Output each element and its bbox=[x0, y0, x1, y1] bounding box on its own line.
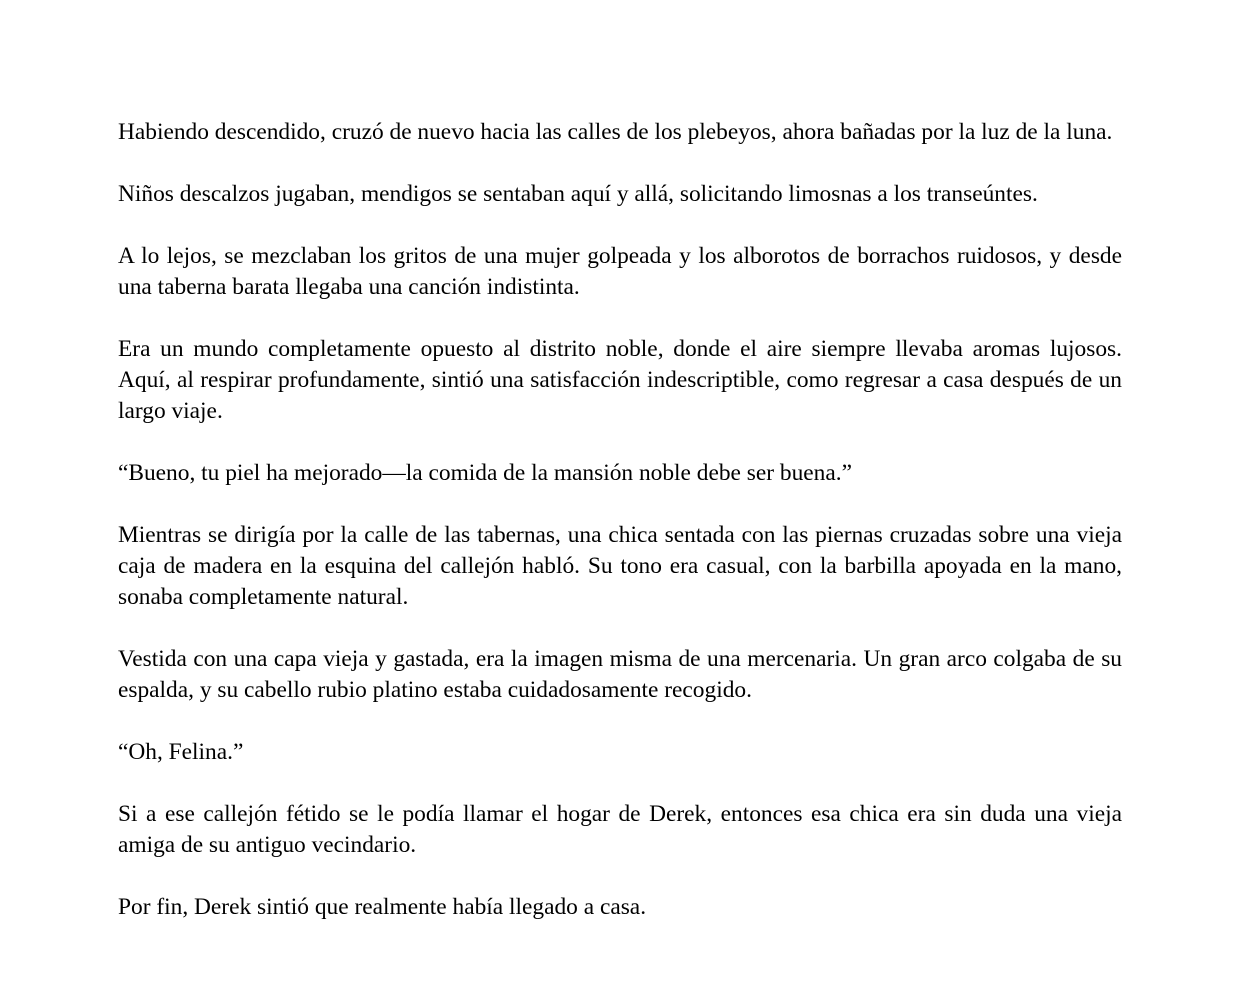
paragraph: Habiendo descendido, cruzó de nuevo hacia las calles de los plebeyos, ahora bañadas por la luz de la luna. bbox=[118, 119, 1113, 145]
paragraph: “Oh, Felina.” bbox=[118, 739, 244, 765]
paragraph: A lo lejos, se mezclaban los gritos de una mujer golpeada y los alborotos de borrachos ruidosos, y desde una taberna barata llegaba una canción indistinta. bbox=[118, 243, 1122, 300]
paragraph: Si a ese callejón fétido se le podía llamar el hogar de Derek, entonces esa chica era sin duda una vieja amiga de su antiguo vecindario. bbox=[118, 801, 1122, 858]
paragraph: Por fin, Derek sintió que realmente había llegado a casa. bbox=[118, 894, 647, 920]
paragraph: Vestida con una capa vieja y gastada, era la imagen misma de una mercenaria. Un gran arco colgaba de su espalda, y su cabello rubio platino estaba cuidadosamente recogido. bbox=[118, 646, 1122, 703]
paragraph: Niños descalzos jugaban, mendigos se sentaban aquí y allá, solicitando limosnas a los transeúntes. bbox=[118, 181, 1038, 207]
document-page bbox=[118, 117, 1122, 954]
paragraph: Era un mundo completamente opuesto al distrito noble, donde el aire siempre llevaba aromas lujosos. Aquí, al respirar profundamente, sintió una satisfacción indescriptible, como regresar a casa después de un largo viaje. bbox=[118, 336, 1122, 424]
paragraph: Mientras se dirigía por la calle de las tabernas, una chica sentada con las piernas cruzadas sobre una vieja caja de madera en la esquina del callejón habló. Su tono era casual, con la barbilla apoyada en la mano, sonaba completamente natural. bbox=[118, 522, 1122, 610]
paragraph: “Bueno, tu piel ha mejorado—la comida de la mansión noble debe ser buena.” bbox=[118, 460, 852, 486]
